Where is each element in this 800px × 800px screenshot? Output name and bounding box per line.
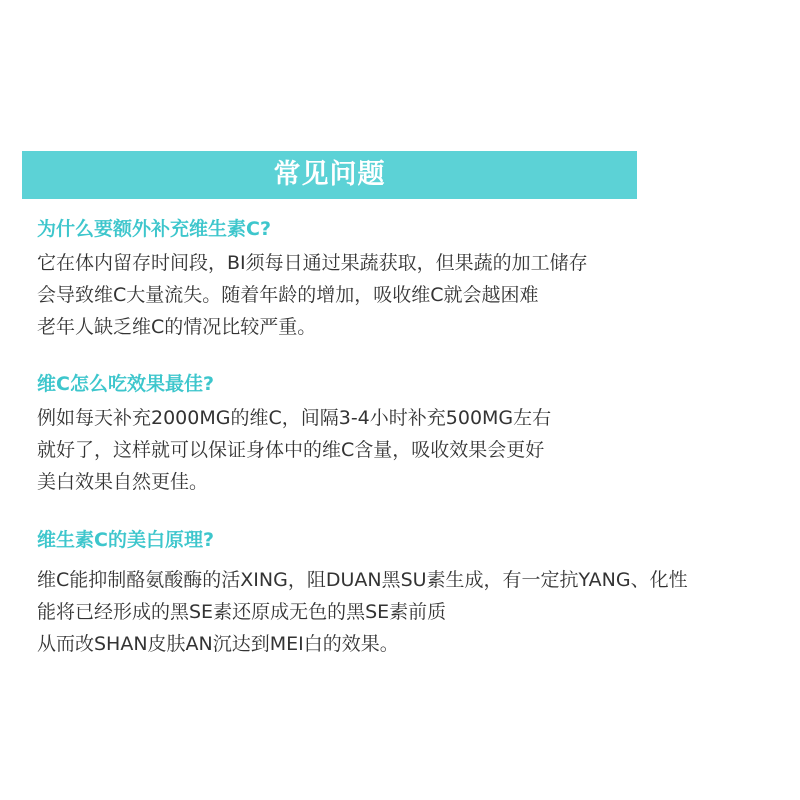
- faq-answer-line: 就好了，这样就可以保证身体中的维C含量，吸收效果会更好: [37, 439, 545, 461]
- faq-header-banner: [22, 151, 637, 199]
- faq-question: 为什么要额外补充维生素C?: [37, 216, 281, 242]
- faq-answer-line: 它在体内留存时间段，BI须每日通过果蔬获取，但果蔬的加工储存: [37, 252, 588, 274]
- faq-answer-line: 从而改SHAN皮肤AN沉达到MEI白的效果。: [37, 633, 399, 655]
- faq-item-vitamin-c-how: [37, 371, 551, 498]
- faq-item-vitamin-c-whitening: [37, 527, 688, 660]
- faq-answer-line: 会导致维C大量流失。随着年龄的增加，吸收维C就会越困难: [37, 284, 539, 306]
- faq-answer: [37, 564, 688, 660]
- faq-item-vitamin-c-why: [37, 216, 588, 343]
- faq-answer-line: 维C能抑制酪氨酸酶的活XING，阻DUAN黑SU素生成，有一定抗YANG、化性: [37, 569, 688, 591]
- faq-answer: [37, 402, 551, 498]
- faq-answer-line: 能将已经形成的黑SE素还原成无色的黑SE素前质: [37, 601, 447, 623]
- page-title: 常见问题: [273, 159, 386, 190]
- faq-answer-line: 老年人缺乏维C的情况比较严重。: [37, 316, 317, 338]
- faq-answer-line: 美白效果自然更佳。: [37, 471, 209, 493]
- faq-question: 维生素C的美白原理?: [37, 527, 224, 553]
- faq-answer-line: 例如每天补充2000MG的维C，间隔3-4小时补充500MG左右: [37, 407, 552, 429]
- faq-question: 维C怎么吃效果最佳?: [37, 371, 224, 397]
- faq-answer: [37, 247, 588, 343]
